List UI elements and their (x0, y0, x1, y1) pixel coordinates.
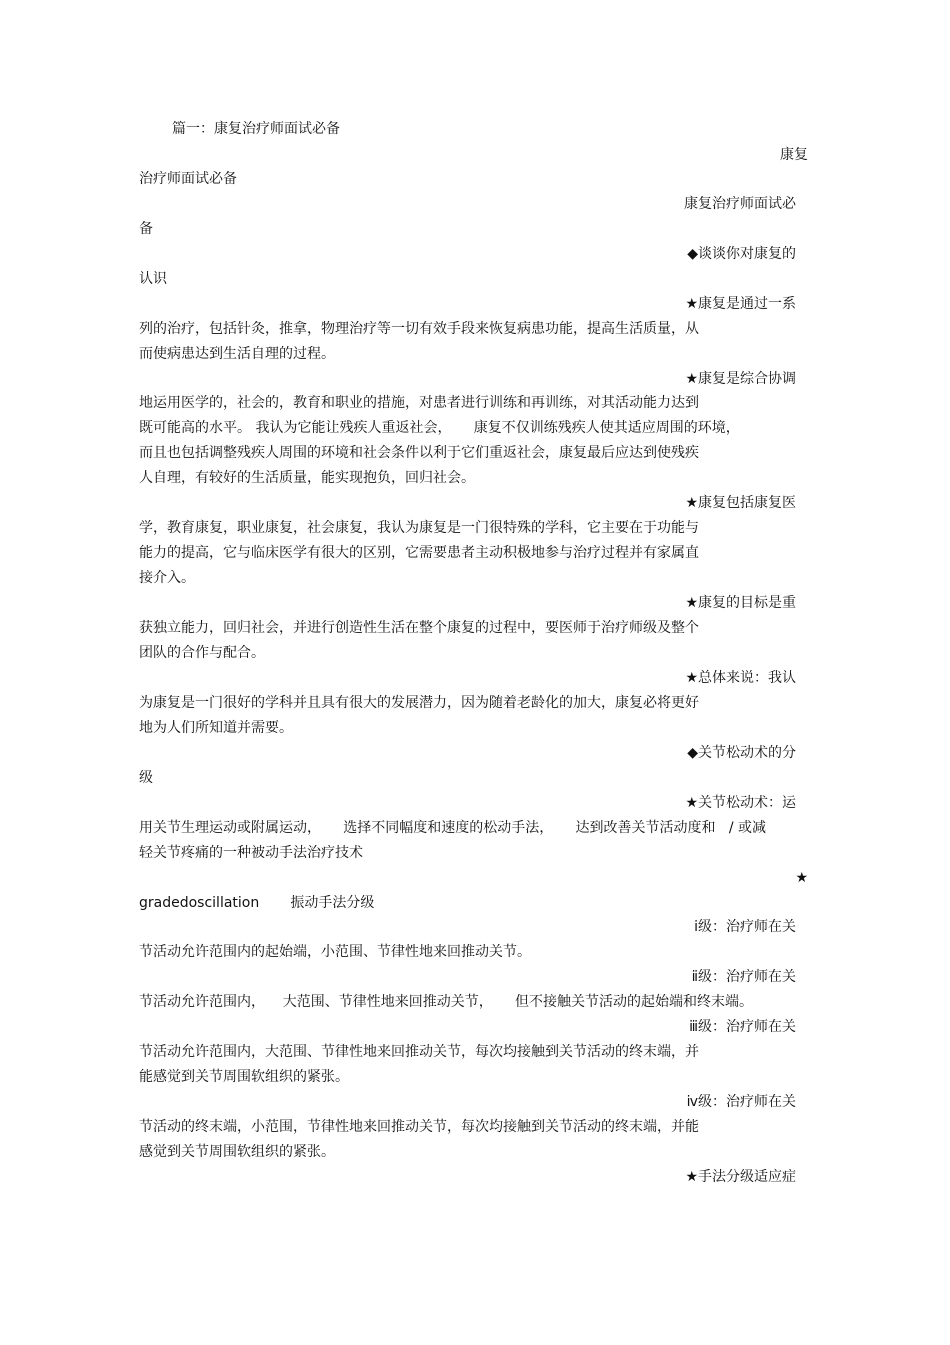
text-line: 用关节生理运动或附属运动， 选择不同幅度和速度的松动手法， 达到改善关节活动度和 / 或减 (139, 820, 767, 836)
text-line: 感觉到关节周围软组织的紧张。 (139, 1144, 335, 1160)
text-line: 获独立能力，回归社会，并进行创造性生活在整个康复的过程中，要医师于治疗师级及整个 (139, 620, 699, 636)
text-line: ★总体来说：我认 (685, 670, 796, 686)
text-line: 节活动的终末端，小范围，节律性地来回推动关节，每次均接触到关节活动的终末端，并能 (139, 1119, 699, 1135)
text-line: 团队的合作与配合。 (139, 645, 265, 661)
text-line: 地为人们所知道并需要。 (139, 720, 293, 736)
text-line: 既可能高的水平。 我认为它能让残疾人重返社会， 康复不仅训练残疾人使其适应周围的环境， (139, 420, 740, 436)
text-line: 而使病患达到生活自理的过程。 (139, 346, 335, 362)
text-line: 列的治疗，包括针灸，推拿，物理治疗等一切有效手段来恢复病患功能，提高生活质量，从 (139, 321, 699, 337)
text-line: ★关节松动术：运 (685, 795, 796, 811)
text-line: ★康复是综合协调 (685, 371, 796, 387)
text-line: 节活动允许范围内， 大范围、节律性地来回推动关节， 但不接触关节活动的起始端和终末端。 (139, 994, 754, 1010)
text-line: gradedoscillation 振动手法分级 (139, 895, 375, 911)
text-line: 康复治疗师面试必 (684, 196, 796, 212)
text-line: 能感觉到关节周围软组织的紧张。 (139, 1069, 349, 1085)
text-line: ⅰ级：治疗师在关 (694, 919, 796, 935)
text-line: 节活动允许范围内的起始端，小范围、节律性地来回推动关节。 (139, 944, 531, 960)
text-line: 接介入。 (139, 570, 195, 586)
text-line: 节活动允许范围内，大范围、节律性地来回推动关节，每次均接触到关节活动的终末端，并 (139, 1044, 699, 1060)
section-heading: ◆关节松动术的分 (687, 745, 796, 761)
section-heading: ◆谈谈你对康复的 (687, 246, 796, 262)
text-line: 而且也包括调整残疾人周围的环境和社会条件以利于它们重返社会，康复最后应达到使残疾 (139, 445, 699, 461)
text-line: ⅱ级：治疗师在关 (691, 969, 796, 985)
text-line: ★ (795, 870, 808, 886)
text-line: 为康复是一门很好的学科并且具有很大的发展潜力，因为随着老龄化的加大，康复必将更好 (139, 695, 699, 711)
text-line: 备 (139, 221, 153, 237)
text-line: 学，教育康复，职业康复，社会康复，我认为康复是一门很特殊的学科，它主要在于功能与 (139, 520, 699, 536)
text-line: 认识 (139, 271, 167, 287)
text-line: 治疗师面试必备 (139, 171, 237, 187)
text-line: 地运用医学的，社会的，教育和职业的措施，对患者进行训练和再训练，对其活动能力达到 (139, 395, 699, 411)
text-line: ⅳ级：治疗师在关 (686, 1094, 796, 1110)
text-line: 人自理，有较好的生活质量，能实现抱负，回归社会。 (139, 470, 475, 486)
text-line: 能力的提高，它与临床医学有很大的区别，它需要患者主动积极地参与治疗过程并有家属直 (139, 545, 699, 561)
text-line: ★康复是通过一系 (685, 296, 796, 312)
text-line: ⅲ级：治疗师在关 (689, 1019, 796, 1035)
text-line: ★手法分级适应症 (685, 1169, 796, 1185)
text-line: ★康复的目标是重 (685, 595, 796, 611)
document-heading: 篇一：康复治疗师面试必备 (172, 121, 340, 137)
text-line: ★康复包括康复医 (685, 495, 796, 511)
text-line: 康复 (780, 147, 808, 163)
text-line: 级 (139, 770, 153, 786)
text-line: 轻关节疼痛的一种被动手法治疗技术 (139, 845, 363, 861)
